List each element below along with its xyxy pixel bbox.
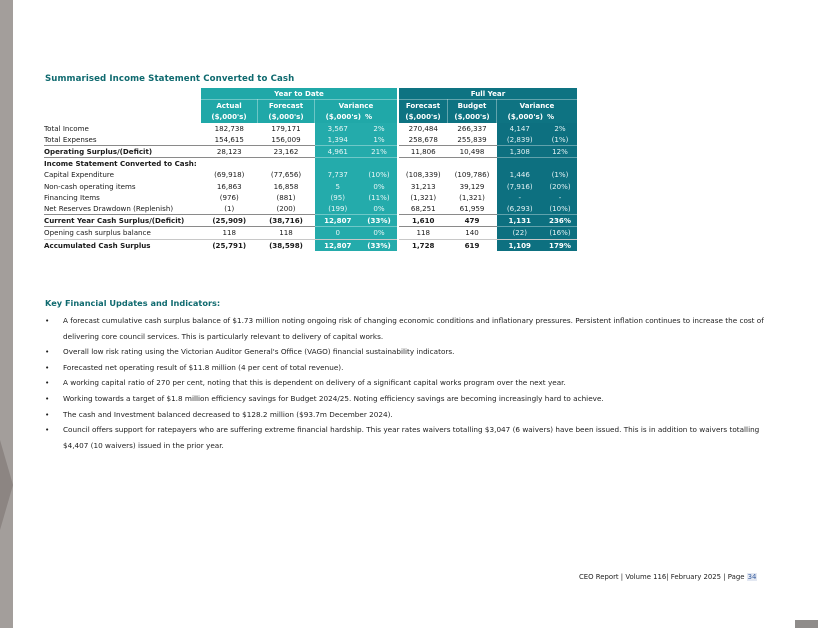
bullet-icon: • (45, 425, 50, 435)
cell-forecast: (38,598) (269, 240, 303, 250)
cell-variance: 3,567 (315, 123, 362, 134)
cell-variance: (95) (315, 192, 362, 203)
key-financial-heading: Key Financial Updates and Indicators: (45, 298, 221, 308)
cell-fy-forecast: (108,339) (398, 169, 448, 180)
income-statement-table (44, 88, 577, 251)
table-row-operating-surplus (44, 146, 577, 158)
cell-variance: 0 (315, 227, 362, 239)
cell-forecast: 118 (258, 227, 315, 239)
cell-variance-pct: 2% (361, 123, 398, 134)
cell-fy-variance: 1,131 (497, 215, 544, 227)
table-row-total-income (44, 123, 577, 134)
cell-fy-variance: (6,293) (497, 203, 544, 215)
row-label: Opening cash surplus balance (44, 227, 201, 239)
table-row-opening-cash-surplus (44, 227, 577, 239)
cell-forecast: 16,858 (273, 181, 299, 191)
table-row-non-cash-items (44, 181, 577, 192)
list-item (45, 375, 775, 391)
cell-variance-pct: (33%) (361, 239, 398, 251)
cell-fy-variance-pct: 236% (543, 215, 577, 227)
cell-actual: (976) (219, 192, 239, 202)
page-number: 34 (747, 573, 757, 581)
page-footer (579, 573, 757, 581)
cell-variance: (199) (315, 203, 362, 215)
cell-variance-pct: 1% (361, 134, 398, 146)
page-edge-arrow-decoration (0, 440, 13, 530)
list-item (45, 344, 775, 360)
table-row-capital-expenditure (44, 169, 577, 180)
cell-forecast: (38,716) (258, 215, 315, 227)
unit-header: ($,000's) (201, 111, 258, 122)
footer-text: CEO Report | Volume 116| February 2025 | Page (579, 573, 747, 581)
row-label: Total Expenses (44, 134, 97, 144)
cell-actual: 16,863 (216, 181, 242, 191)
page-edge-strip (0, 0, 13, 628)
cell-fy-budget: 140 (448, 227, 497, 239)
cell-fy-variance-pct: 2% (543, 123, 577, 134)
row-label: Capital Expenditure (44, 170, 115, 180)
bullet-icon: • (45, 347, 50, 357)
cell-fy-variance: 4,147 (497, 123, 544, 134)
list-item-text: Forecasted net operating result of $11.8 million (4 per cent of total revenue). (63, 362, 344, 372)
cell-forecast: 23,162 (258, 146, 315, 158)
bullet-icon: • (45, 393, 50, 403)
cell-forecast: (200) (276, 204, 296, 214)
cell-fy-variance-pct: (20%) (543, 181, 577, 192)
list-item-text: A forecast cumulative cash surplus balance of $1.73 million noting ongoing risk of changing economic conditions and inflationary pressures. Persistent inflation continues to increase the cost of delivering core council services. This is particularly relevant to delivery of capital works. (63, 316, 764, 341)
group-header-full-year: Full Year (398, 88, 577, 100)
unit-header: ($,000's) (258, 111, 315, 122)
row-label: Operating Surplus/(Deficit) (44, 146, 201, 158)
cell-fy-variance: (7,916) (497, 181, 544, 192)
pct-header: % (543, 111, 577, 122)
unit-header: ($,000's) (448, 111, 497, 122)
cell-variance-pct: 0% (361, 181, 398, 192)
cell-variance-pct: (11%) (361, 192, 398, 203)
cell-forecast: (77,656) (270, 170, 302, 180)
cell-fy-variance-pct: (1%) (543, 169, 577, 180)
cell-variance-pct: (10%) (361, 169, 398, 180)
list-item-text: A working capital ratio of 270 per cent, noting that this is dependent on delivery of a significant capital works program over the next year. (63, 378, 566, 388)
table-row-net-reserves (44, 203, 577, 215)
cell-actual: 182,738 (214, 123, 244, 133)
cell-fy-forecast: 270,484 (398, 123, 448, 134)
cell-fy-budget: 39,129 (459, 181, 485, 191)
unit-header: ($,000's) (497, 111, 544, 122)
col-header-fy-budget: Budget (448, 100, 497, 112)
list-item-text: The cash and Investment balanced decreased to $128.2 million ($93.7m December 2024). (63, 409, 393, 419)
corner-scroll-block (795, 620, 818, 628)
group-header-year-to-date: Year to Date (201, 88, 398, 100)
cell-variance: 12,807 (315, 239, 362, 251)
col-header-variance: Variance (315, 100, 399, 112)
cell-actual: 118 (201, 227, 258, 239)
bullet-icon: • (45, 362, 50, 372)
cell-fy-variance-pct: 179% (543, 239, 577, 251)
table-row-accumulated-cash-surplus (44, 239, 577, 251)
table-row-total-expenses (44, 134, 577, 146)
section-label: Income Statement Converted to Cash: (44, 159, 197, 169)
cell-fy-budget: 10,498 (448, 146, 497, 158)
col-header-actual: Actual (201, 100, 258, 112)
unit-header: ($,000's) (315, 111, 362, 122)
cell-variance-pct: 0% (361, 203, 398, 215)
cell-forecast: 156,009 (271, 134, 301, 144)
list-item (45, 422, 775, 453)
list-item-text: Overall low risk rating using the Victorian Auditor General's Office (VAGO) financial sustainability indicators. (63, 347, 455, 357)
table-section-header-cash (44, 158, 577, 170)
cell-actual: (25,791) (212, 240, 247, 250)
cell-fy-variance-pct: 12% (543, 146, 577, 158)
key-financial-list (45, 313, 775, 453)
table-row-financing-items (44, 192, 577, 203)
col-header-forecast: Forecast (258, 100, 315, 112)
cell-actual: (1) (224, 204, 235, 214)
bullet-icon: • (45, 378, 50, 388)
cell-fy-budget: (109,786) (454, 170, 490, 180)
cell-fy-variance: 1,109 (497, 239, 544, 251)
row-label: Current Year Cash Surplus/(Deficit) (44, 215, 201, 227)
cell-variance: 5 (315, 181, 362, 192)
cell-fy-forecast: 118 (398, 227, 448, 239)
cell-actual: (25,909) (201, 215, 258, 227)
cell-variance-pct: (33%) (361, 215, 398, 227)
list-item (45, 360, 775, 376)
table-group-header-row (44, 88, 577, 100)
list-item (45, 313, 775, 344)
cell-fy-variance: - (497, 192, 544, 203)
cell-fy-forecast: 1,728 (398, 239, 448, 251)
cell-variance: 4,961 (315, 146, 362, 158)
cell-fy-budget: 255,839 (457, 134, 487, 144)
bullet-icon: • (45, 316, 50, 325)
cell-fy-forecast: 258,678 (398, 134, 448, 146)
list-item (45, 407, 775, 423)
bullet-icon: • (45, 409, 50, 419)
cell-fy-forecast: 68,251 (398, 203, 448, 215)
cell-fy-variance-pct: (1%) (543, 134, 577, 146)
cell-fy-forecast: (1,321) (398, 192, 448, 203)
pct-header: % (361, 111, 398, 122)
row-label: Net Reserves Drawdown (Replenish) (44, 204, 174, 214)
cell-fy-forecast: 31,213 (398, 181, 448, 192)
col-header-fy-forecast: Forecast (398, 100, 448, 112)
cell-forecast: 179,171 (271, 123, 301, 133)
cell-fy-budget: 266,337 (457, 123, 487, 133)
cell-fy-forecast: 11,806 (398, 146, 448, 158)
cell-actual: 154,615 (214, 134, 244, 144)
cell-actual: 28,123 (201, 146, 258, 158)
cell-fy-variance: 1,446 (497, 169, 544, 180)
cell-variance-pct: 21% (361, 146, 398, 158)
row-label: Accumulated Cash Surplus (44, 240, 151, 250)
list-item (45, 391, 775, 407)
cell-fy-budget: 619 (464, 240, 480, 250)
cell-variance: 1,394 (315, 134, 362, 146)
table-title: Summarised Income Statement Converted to Cash (45, 74, 295, 84)
table-unit-header-row (44, 111, 577, 122)
cell-variance: 7,737 (315, 169, 362, 180)
cell-variance-pct: 0% (361, 227, 398, 239)
cell-fy-variance: 1,308 (497, 146, 544, 158)
table-column-header-row (44, 100, 577, 112)
cell-variance: 12,807 (315, 215, 362, 227)
col-header-fy-variance: Variance (497, 100, 578, 112)
cell-fy-variance-pct: (16%) (543, 227, 577, 239)
row-label: Financing Items (44, 192, 100, 202)
cell-fy-budget: (1,321) (459, 192, 485, 202)
list-item-text: Council offers support for ratepayers who are suffering extreme financial hardship. This year rates waivers totalling $3,047 (6 waivers) have been issued. This is in addition to waivers totalling $4,407 (10 waivers) issued in the prior year. (63, 425, 760, 450)
row-label: Non-cash operating items (44, 181, 136, 191)
cell-fy-variance: (22) (497, 227, 544, 239)
cell-fy-variance-pct: (10%) (543, 203, 577, 215)
unit-header: ($,000's) (398, 111, 448, 122)
table-row-current-year-cash-surplus (44, 215, 577, 227)
cell-fy-budget: 479 (448, 215, 497, 227)
cell-forecast: (881) (276, 192, 296, 202)
cell-fy-budget: 61,959 (459, 204, 485, 214)
cell-fy-variance-pct: - (543, 192, 577, 203)
cell-actual: (69,918) (214, 170, 245, 180)
row-label: Total Income (44, 123, 89, 133)
list-item-text: Working towards a target of $1.8 million efficiency savings for Budget 2024/25. Noting efficiency savings are becoming increasingly hard to achieve. (63, 393, 604, 403)
cell-fy-variance: (2,839) (497, 134, 544, 146)
cell-fy-forecast: 1,610 (398, 215, 448, 227)
